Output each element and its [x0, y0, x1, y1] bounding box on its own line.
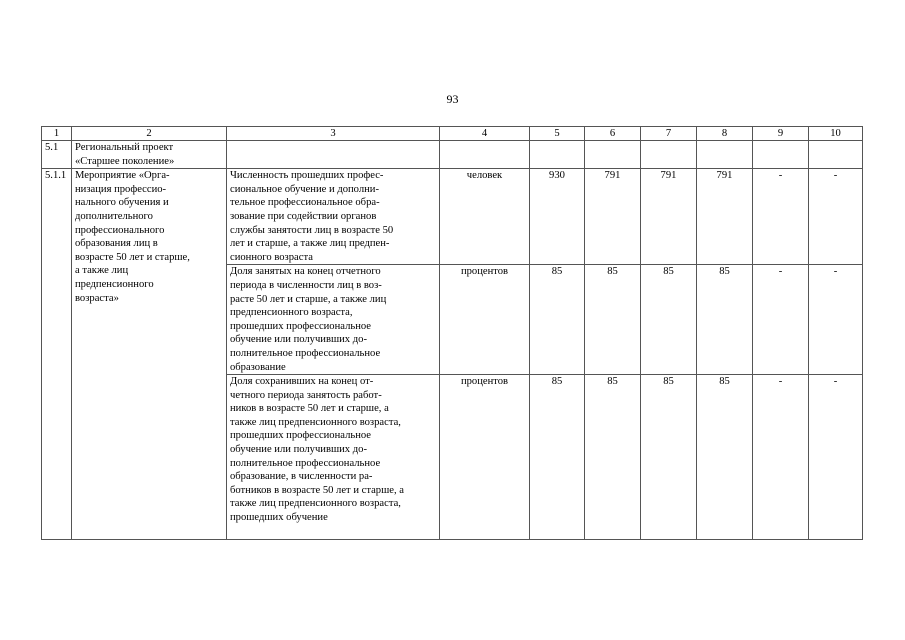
- value-col-10: -: [809, 375, 863, 540]
- value-col-8: 85: [697, 375, 753, 540]
- header-row: [42, 127, 863, 141]
- column-header-10: 10: [809, 127, 863, 141]
- value-col-5: 85: [530, 265, 585, 375]
- section-row: [42, 141, 863, 169]
- column-header-8: 8: [697, 127, 753, 141]
- value-col-6: 791: [585, 169, 641, 265]
- column-header-3: 3: [227, 127, 440, 141]
- column-header-9: 9: [753, 127, 809, 141]
- empty-cell: [530, 141, 585, 169]
- indicator-unit: человек: [440, 169, 530, 265]
- empty-cell: [641, 141, 697, 169]
- empty-cell: [753, 141, 809, 169]
- value-col-7: 791: [641, 169, 697, 265]
- empty-cell: [809, 141, 863, 169]
- indicator-unit: процентов: [440, 265, 530, 375]
- value-col-10: -: [809, 265, 863, 375]
- table-row: [42, 169, 863, 265]
- indicator-unit: процентов: [440, 375, 530, 540]
- section-number: 5.1: [42, 141, 72, 169]
- column-header-1: 1: [42, 127, 72, 141]
- measure-title: Мероприятие «Орга- низация профессио- нального обучения и дополнительного профессионального образования лиц в возрасте 50 лет и старше, а также лиц предпенсионного возраста»: [72, 169, 227, 539]
- empty-cell: [227, 141, 440, 169]
- value-col-8: 85: [697, 265, 753, 375]
- empty-cell: [697, 141, 753, 169]
- empty-cell: [585, 141, 641, 169]
- value-col-9: -: [753, 169, 809, 265]
- measure-number: 5.1.1: [42, 169, 72, 539]
- value-col-8: 791: [697, 169, 753, 265]
- section-title: Региональный проект «Старшее поколение»: [72, 141, 227, 169]
- value-col-9: -: [753, 265, 809, 375]
- indicators-table: [41, 126, 863, 540]
- column-header-6: 6: [585, 127, 641, 141]
- column-header-2: 2: [72, 127, 227, 141]
- empty-cell: [440, 141, 530, 169]
- column-header-4: 4: [440, 127, 530, 141]
- column-header-7: 7: [641, 127, 697, 141]
- column-header-5: 5: [530, 127, 585, 141]
- indicator-name: Численность прошедших профес- сиональное обучение и дополни- тельное профессиональное обра- зование при содействии органов службы занятости лиц в возрасте 50 лет и старше, а также лиц предпен- сионного возраста: [227, 169, 440, 265]
- value-col-10: -: [809, 169, 863, 265]
- value-col-6: 85: [585, 375, 641, 540]
- indicator-name: Доля занятых на конец отчетного периода в численности лиц в воз- расте 50 лет и старше, а также лиц предпенсионного возраста, прошедших профессиональное обучение или получивших до- полнительное профессиональное образование: [227, 265, 440, 375]
- value-col-5: 930: [530, 169, 585, 265]
- indicator-name: Доля сохранивших на конец от- четного периода занятость работ- ников в возрасте 50 лет и старше, а также лиц предпенсионного возраста, прошедших профессиональное обучение или получивших до- полнительное профессиональное образование, в численности ра- ботников в возрасте 50 лет и старше, а также лиц предпенсионного возраста, прошедших обучение: [227, 375, 440, 540]
- value-col-7: 85: [641, 265, 697, 375]
- page-number: 93: [446, 92, 459, 106]
- value-col-9: -: [753, 375, 809, 540]
- value-col-6: 85: [585, 265, 641, 375]
- value-col-7: 85: [641, 375, 697, 540]
- value-col-5: 85: [530, 375, 585, 540]
